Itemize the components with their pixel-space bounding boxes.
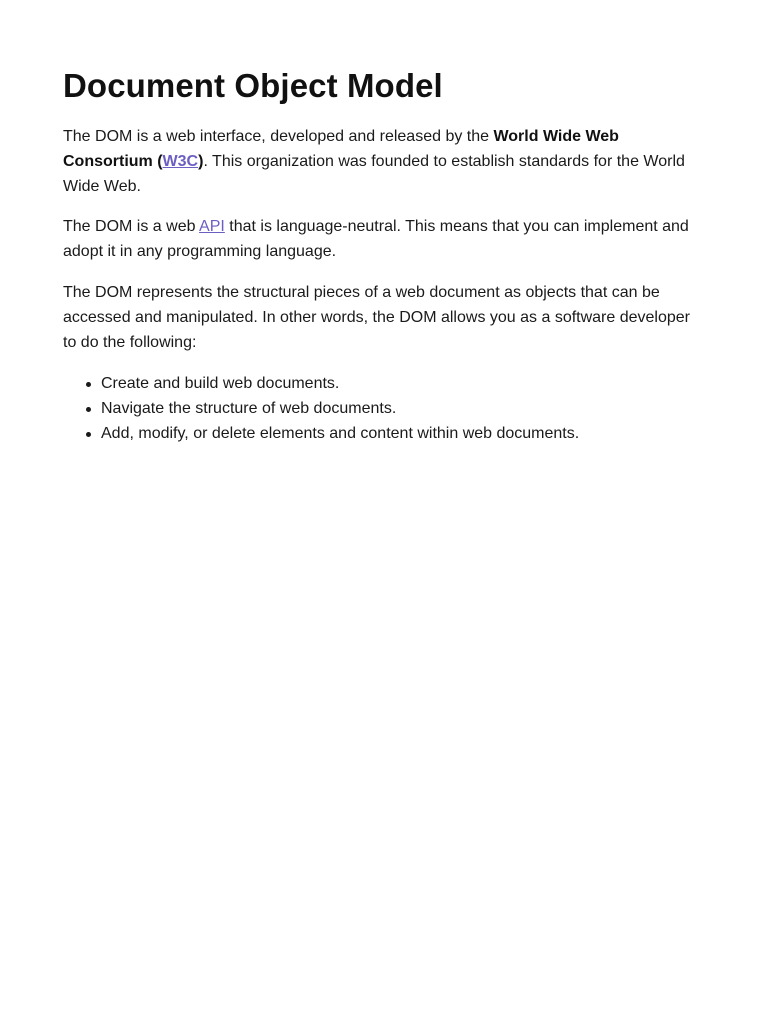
page-title: Document Object Model [63,67,443,104]
bullet-icon [86,432,91,437]
paragraph-text-after: that is language-neutral. This means that you can implement and adopt it in any programming language. [63,218,689,260]
list-item-text: Navigate the structure of web documents. [101,400,397,417]
api-link[interactable]: API [199,218,225,235]
paragraph-dom-intro [63,124,705,199]
list-item [101,371,705,396]
document-body [63,62,705,446]
list-item-text: Add, modify, or delete elements and content within web documents. [101,425,580,442]
list-item [101,421,705,446]
bold-text: World Wide Web Consortium ( [63,128,619,170]
capabilities-list [63,371,705,446]
bullet-icon [86,407,91,412]
bold-close: ) [198,153,204,170]
w3c-link[interactable]: W3C [162,153,199,170]
paragraph-text-after: . This organization was founded to establish standards for the World Wide Web. [63,153,685,195]
paragraph-text: The DOM is a web interface, developed and released by the [63,128,494,145]
bullet-icon [86,382,91,387]
list-item [101,396,705,421]
list-item-text: Create and build web documents. [101,375,340,392]
paragraph-dom-api [63,214,705,264]
paragraph-dom-structure: The DOM represents the structural pieces of a web document as objects that can be accessed and manipulated. In other words, the DOM allows you as a software developer to do the following: [63,284,690,351]
paragraph-text: The DOM is a web [63,218,200,235]
